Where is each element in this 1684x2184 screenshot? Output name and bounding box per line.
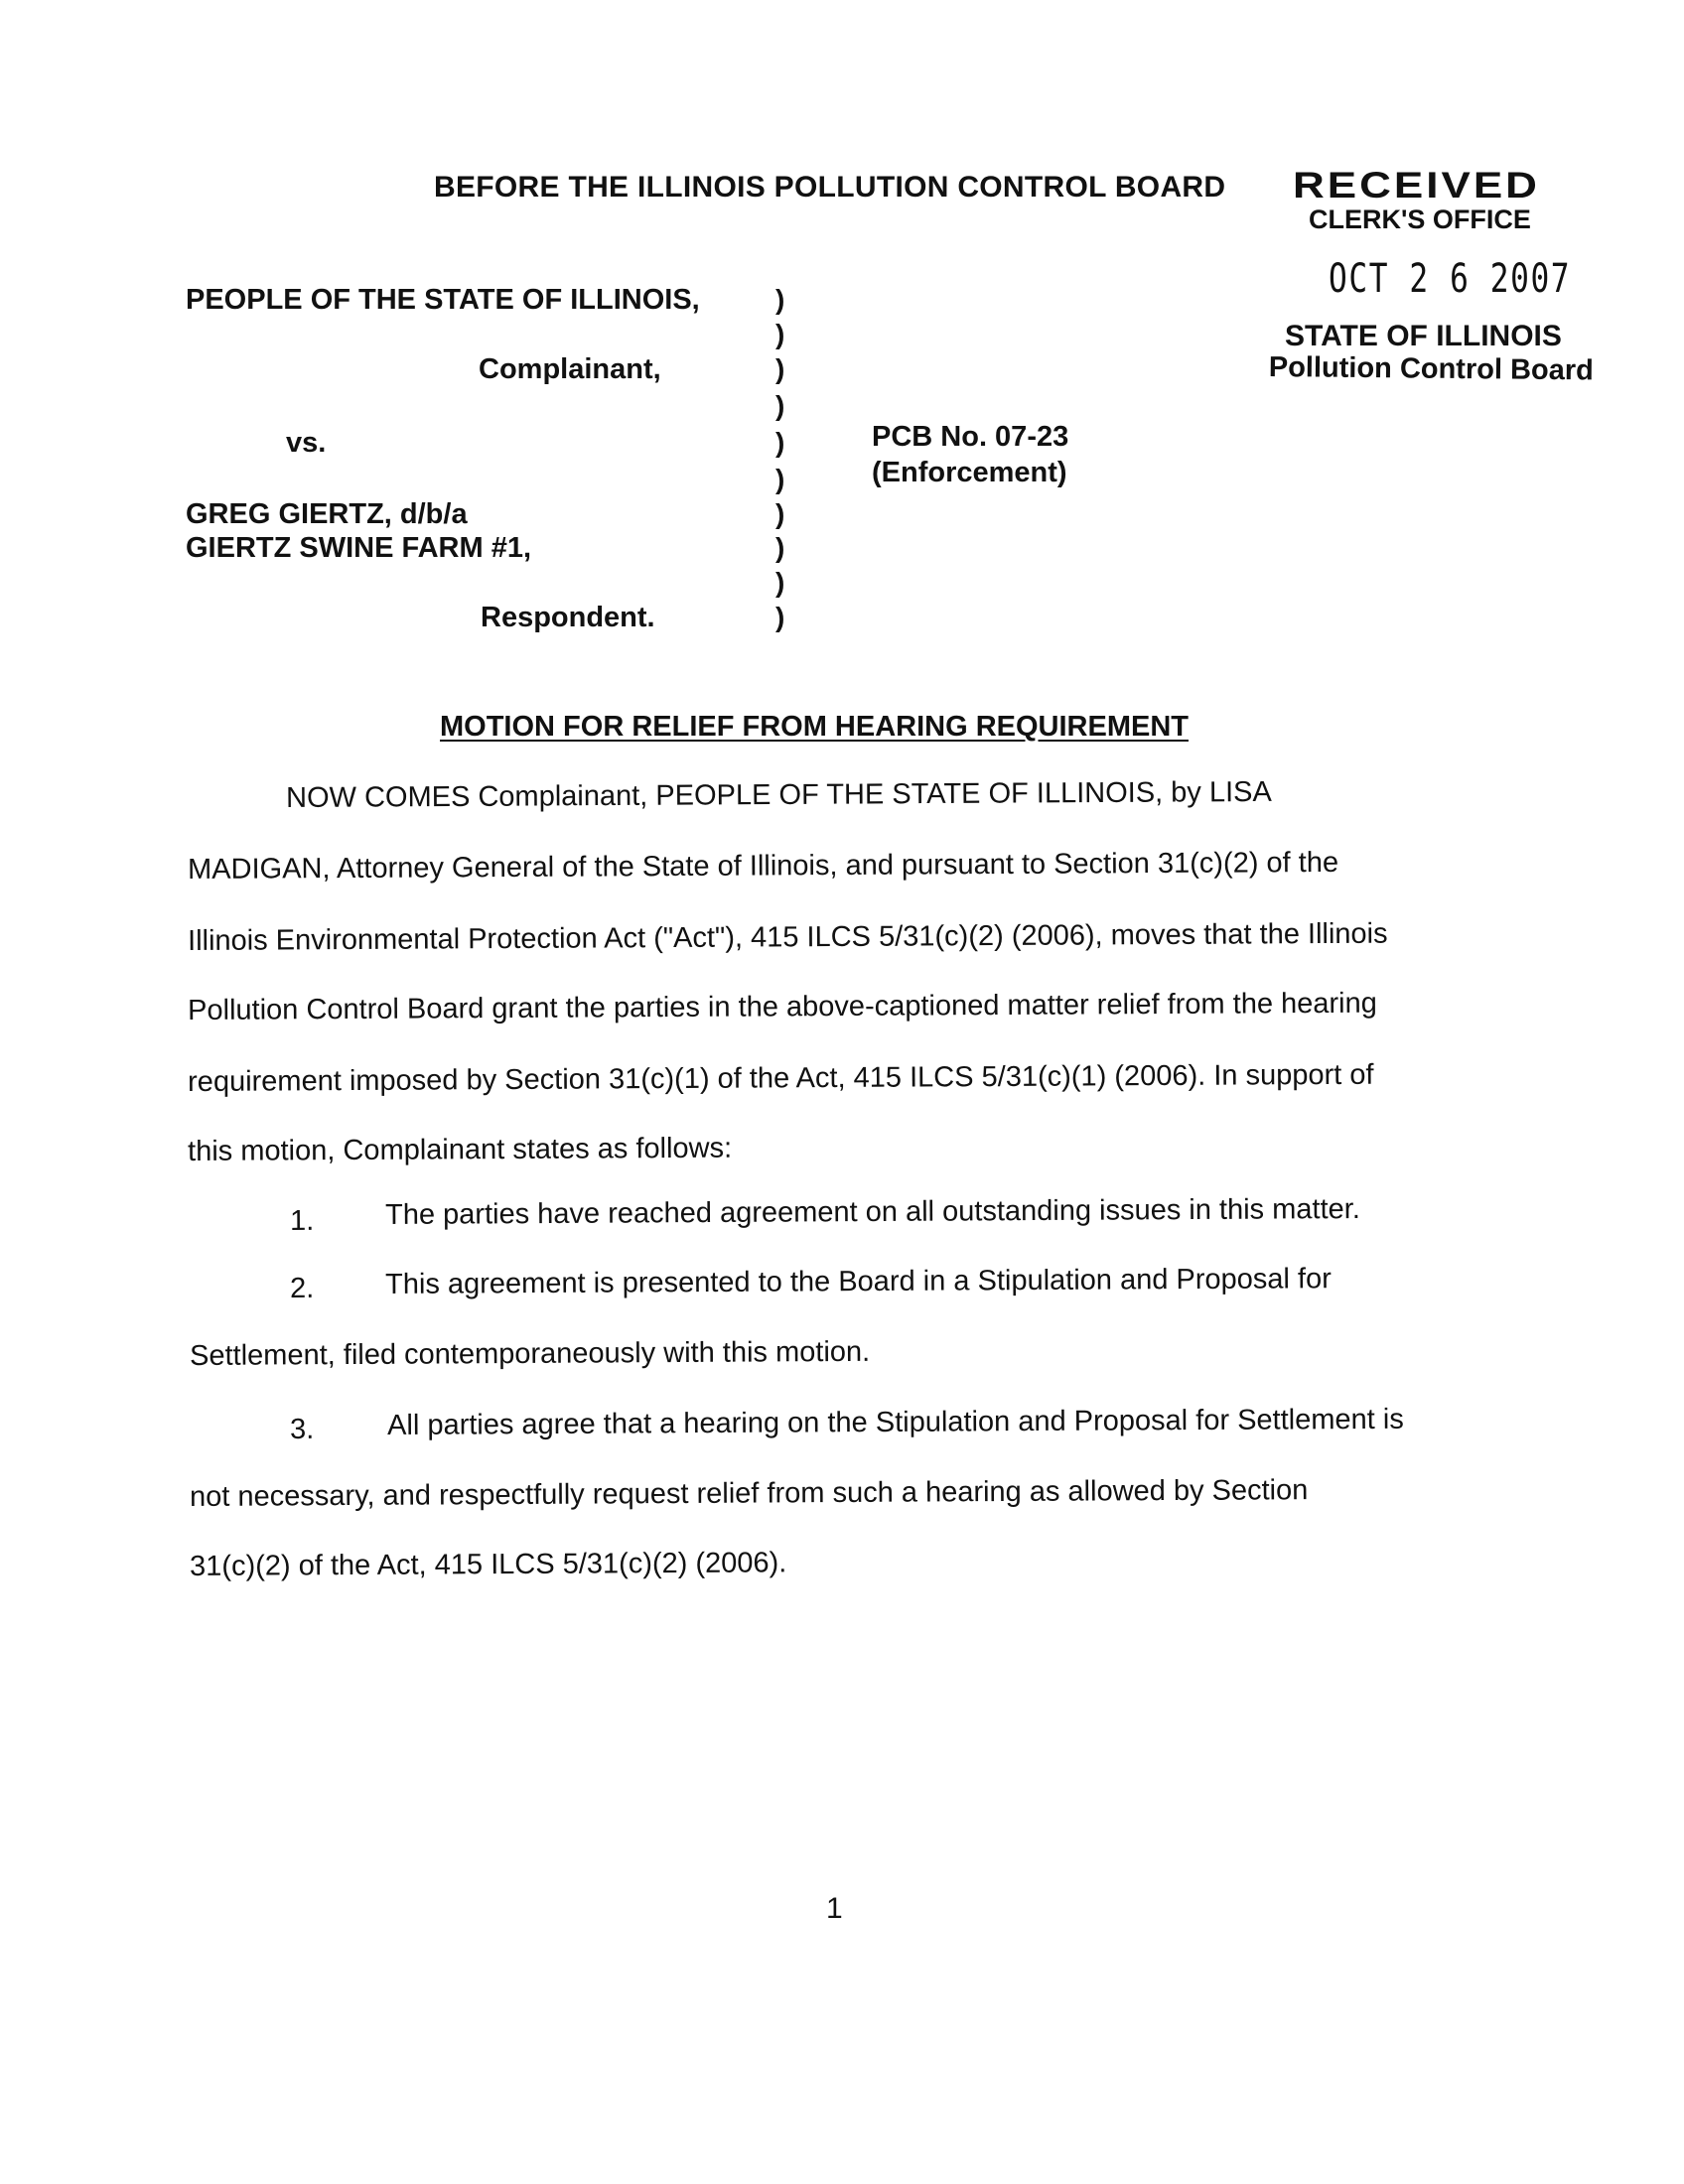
caption-paren: ) [775, 319, 785, 349]
item-text-continued: Settlement, filed contemporaneously with this motion. [190, 1335, 871, 1372]
item-number: 1. [290, 1204, 315, 1237]
intro-line: NOW COMES Complainant, PEOPLE OF THE STATE OF ILLINOIS, by LISA [286, 775, 1272, 814]
court-title: BEFORE THE ILLINOIS POLLUTION CONTROL BOARD [434, 171, 1226, 204]
item-text: This agreement is presented to the Board in a Stipulation and Proposal for [385, 1263, 1332, 1300]
complainant-role: Complainant, [479, 353, 661, 385]
item-text-continued: not necessary, and respectfully request relief from such a hearing as allowed by Section [190, 1474, 1309, 1513]
stamp-clerks-office: CLERK'S OFFICE [1309, 205, 1531, 234]
respondent-name-line1: GREG GIERTZ, d/b/a [186, 498, 468, 530]
caption-paren: ) [775, 464, 785, 494]
item-number: 3. [290, 1413, 315, 1445]
caption-paren: ) [775, 427, 785, 458]
complainant-name: PEOPLE OF THE STATE OF ILLINOIS, [186, 284, 700, 316]
intro-line: this motion, Complainant states as follows: [188, 1132, 733, 1167]
item-number: 2. [290, 1272, 315, 1304]
case-type: (Enforcement) [872, 457, 1067, 488]
item-text: All parties agree that a hearing on the Stipulation and Proposal for Settlement is [387, 1403, 1404, 1441]
stamp-received-text: RECEIVED [1293, 165, 1540, 206]
stamp-date: OCT 2 6 2007 [1329, 256, 1572, 302]
item-text-continued: 31(c)(2) of the Act, 415 ILCS 5/31(c)(2) (2006). [190, 1547, 787, 1582]
respondent-role: Respondent. [481, 602, 655, 633]
item-text: The parties have reached agreement on all outstanding issues in this matter. [385, 1193, 1360, 1231]
intro-line: requirement imposed by Section 31(c)(1) of the Act, 415 ILCS 5/31(c)(1) (2006). In support of [188, 1058, 1374, 1098]
page-number: 1 [826, 1892, 843, 1925]
stamp-state: STATE OF ILLINOIS [1285, 320, 1562, 352]
stamp-board: Pollution Control Board [1268, 351, 1594, 387]
caption-paren: ) [775, 284, 785, 315]
motion-title: MOTION FOR RELIEF FROM HEARING REQUIREMENT [440, 711, 1189, 743]
caption-paren: ) [775, 567, 785, 598]
caption-paren: ) [775, 602, 785, 632]
caption-paren: ) [775, 353, 785, 384]
intro-line: MADIGAN, Attorney General of the State of Illinois, and pursuant to Section 31(c)(2) of the [188, 846, 1339, 886]
intro-line: Pollution Control Board grant the parties in the above-captioned matter relief from the hearing [188, 987, 1377, 1026]
respondent-name-line2: GIERTZ SWINE FARM #1, [186, 532, 532, 564]
caption-paren: ) [775, 390, 785, 421]
versus-label: vs. [286, 427, 327, 459]
intro-line: Illinois Environmental Protection Act ("Act"), 415 ILCS 5/31(c)(2) (2006), moves that the Illinois [188, 917, 1388, 957]
case-number: PCB No. 07-23 [872, 421, 1069, 453]
caption-paren: ) [775, 498, 785, 529]
caption-paren: ) [775, 532, 785, 563]
